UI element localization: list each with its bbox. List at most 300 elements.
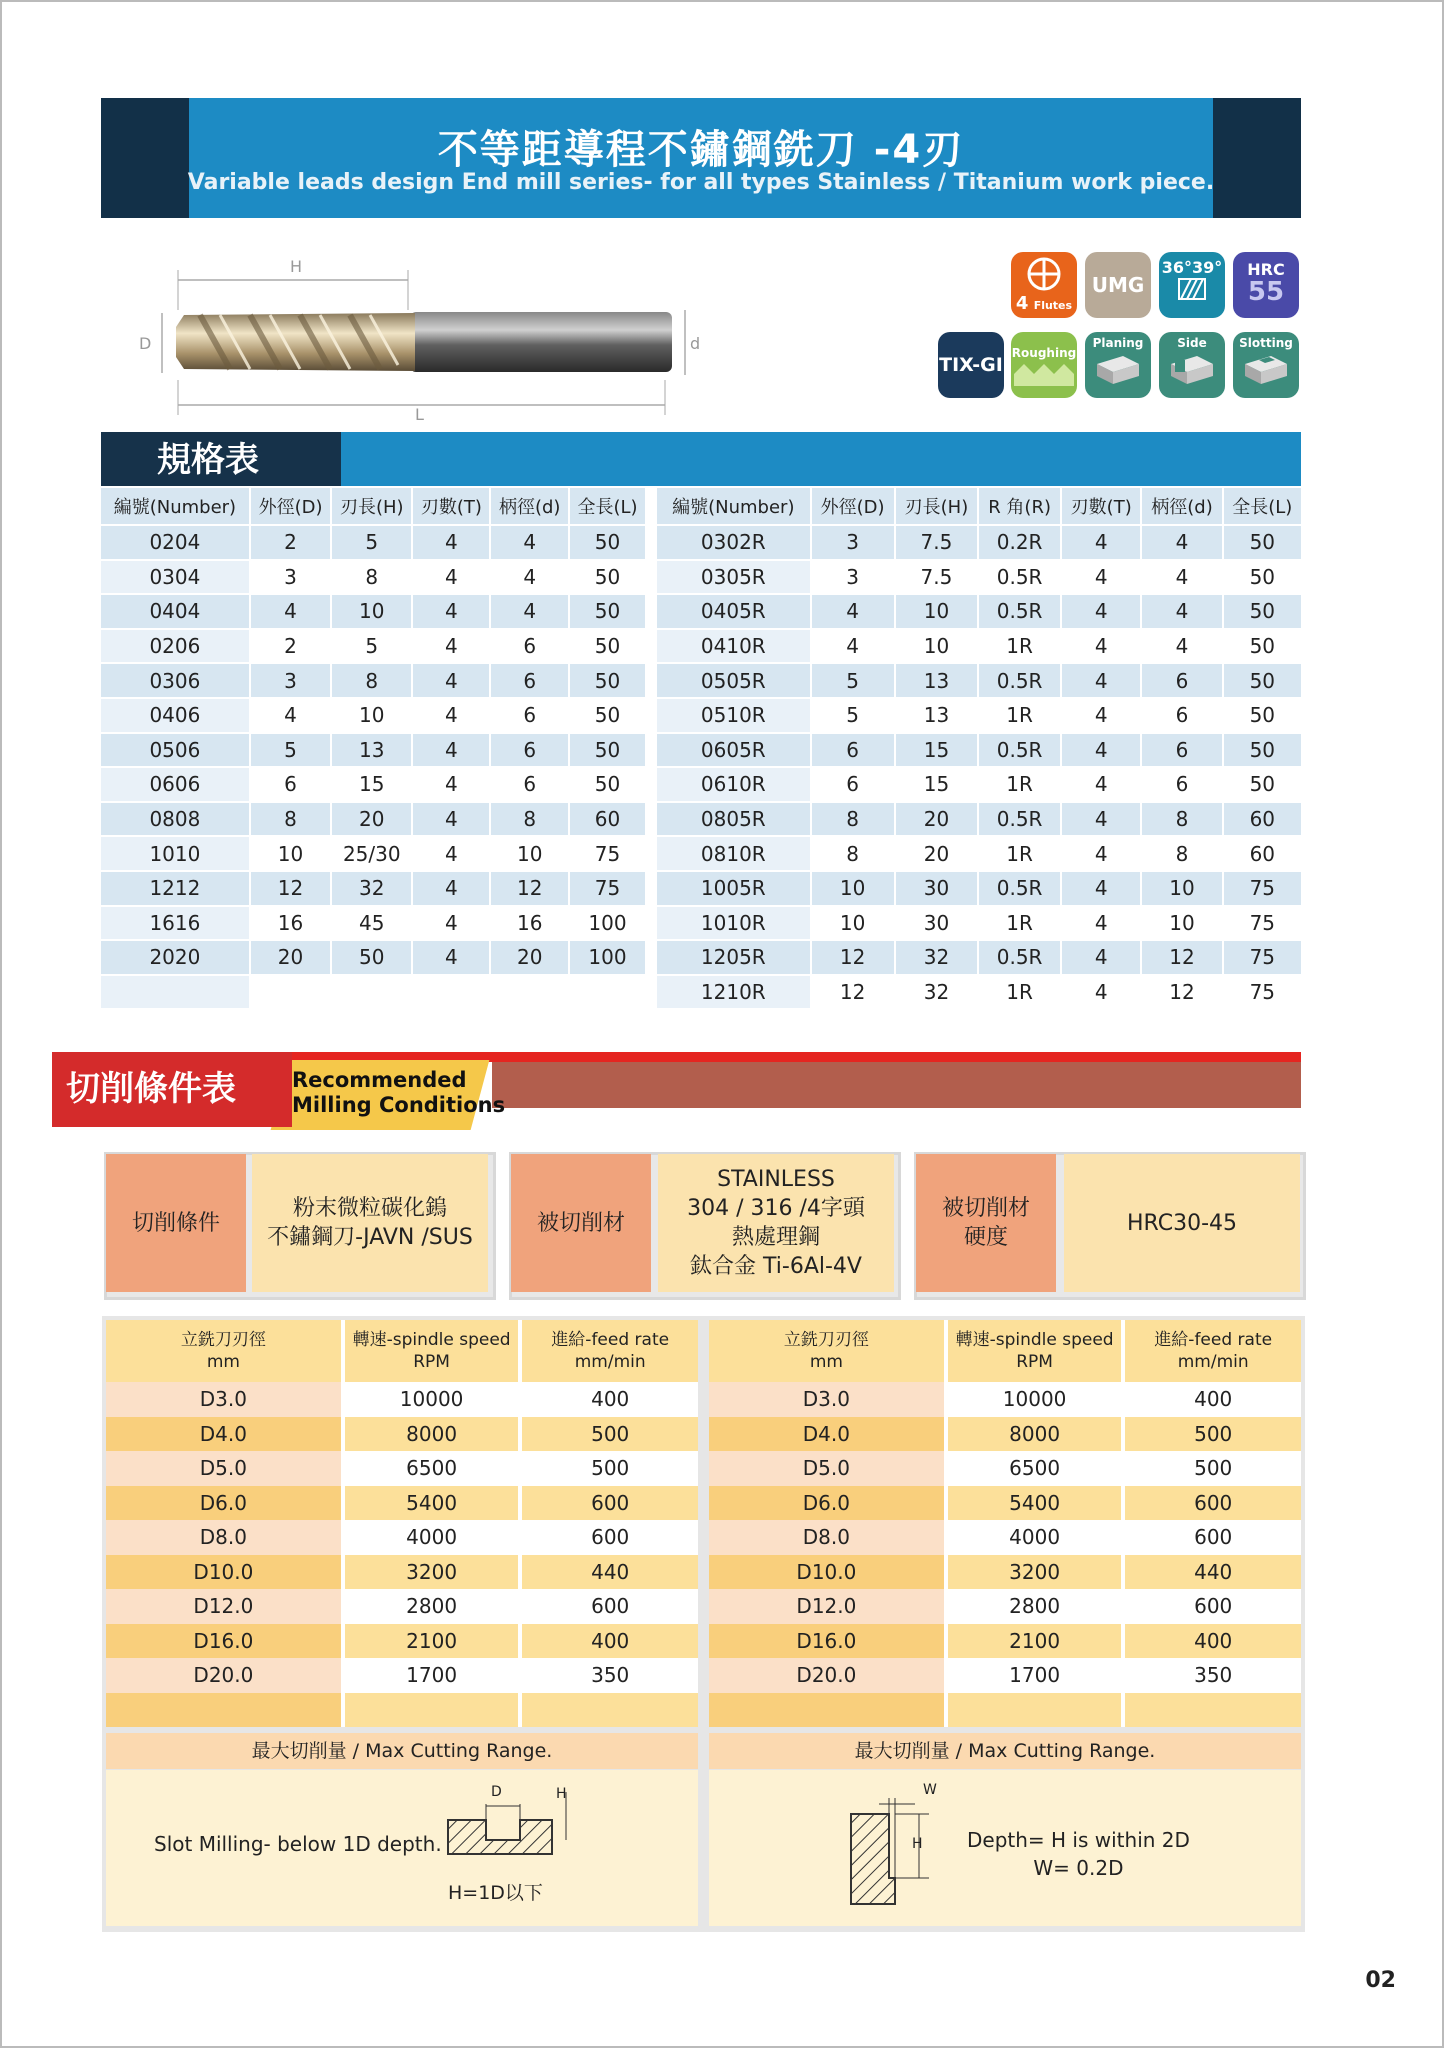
cutting-column-header [520, 1320, 698, 1382]
cutting-cell: D4.0 [106, 1417, 343, 1452]
spec-column-header: 編號(Number) [657, 488, 810, 524]
cutting-cell: D16.0 [709, 1624, 946, 1659]
spec-cell [332, 976, 411, 1009]
cutting-row [106, 1486, 698, 1521]
cutting-cell [520, 1693, 698, 1728]
spec-cell: 4 [1062, 872, 1141, 905]
spec-cell: 50 [1224, 768, 1301, 801]
slot-milling-diagram-box [106, 1770, 698, 1926]
spec-cell: 15 [332, 768, 411, 801]
spec-cell: 4 [1062, 595, 1141, 628]
cutting-header-line2: RPM [1016, 1352, 1053, 1372]
spec-cell: 75 [1224, 976, 1301, 1009]
spec-cell: 2020 [101, 941, 249, 974]
slot-milling-text: Slot Milling- below 1D depth. [154, 1832, 442, 1856]
material-value [658, 1154, 894, 1292]
spec-cell: 5 [332, 630, 411, 663]
spec-cell: 25/30 [332, 837, 411, 870]
spec-cell: 50 [570, 734, 645, 767]
spec-cell: 1R [979, 630, 1060, 663]
spec-cell: 50 [570, 664, 645, 697]
spec-cell: 20 [251, 941, 330, 974]
side-label: Side [1177, 336, 1207, 350]
spec-cell: 1010R [657, 907, 810, 940]
helix-text: 36°39° [1161, 258, 1223, 277]
cutting-row [106, 1382, 698, 1417]
dim-small-d-label: d [690, 334, 701, 353]
spec-cell: 10 [812, 872, 894, 905]
cutting-cell: 600 [1123, 1520, 1301, 1555]
cutting-row [709, 1520, 1301, 1555]
side-block-icon [1167, 350, 1217, 386]
cutting-cell: 3200 [343, 1555, 521, 1590]
cutting-table-left [106, 1320, 698, 1727]
spec-row [657, 976, 1301, 1009]
spec-cell: 75 [1224, 872, 1301, 905]
cutting-row [106, 1693, 698, 1728]
spec-cell: 0.5R [979, 595, 1060, 628]
cutting-header-line1: 進給-feed rate [1154, 1330, 1273, 1350]
spec-cell: 1010 [101, 837, 249, 870]
spec-row [657, 803, 1301, 836]
cutting-row [106, 1555, 698, 1590]
cutting-cell: 3200 [946, 1555, 1124, 1590]
spec-cell [101, 976, 249, 1009]
cutting-table-right [709, 1320, 1301, 1727]
spec-cell: 32 [896, 941, 978, 974]
spec-column-header: 刃長(H) [332, 488, 411, 524]
side-h-label: H [912, 1836, 923, 1852]
spec-cell: 4 [413, 630, 489, 663]
spec-column-header: 柄徑(d) [491, 488, 568, 524]
spec-cell: 75 [570, 872, 645, 905]
hardness-value: HRC30-45 [1064, 1154, 1300, 1292]
spec-row [101, 595, 645, 628]
spec-cell: 20 [491, 941, 568, 974]
spec-cell: 3 [812, 526, 894, 559]
spec-cell: 0206 [101, 630, 249, 663]
dim-h-label: H [290, 257, 303, 276]
spec-cell: 12 [812, 976, 894, 1009]
side-text-line1: Depth= H is within 2D [967, 1828, 1190, 1852]
spec-row [657, 699, 1301, 732]
spec-cell: 16 [251, 907, 330, 940]
spec-cell: 0204 [101, 526, 249, 559]
spec-cell: 2 [251, 526, 330, 559]
side-milling-text [967, 1826, 1190, 1882]
spec-cell: 4 [413, 595, 489, 628]
spec-cell: 32 [896, 976, 978, 1009]
slot-d-label: D [491, 1784, 502, 1800]
milling-badge-text [292, 1068, 505, 1118]
cutting-cell: 400 [1123, 1382, 1301, 1417]
spec-cell: 0302R [657, 526, 810, 559]
milling-header-bar [492, 1062, 1301, 1108]
cutting-row [709, 1417, 1301, 1452]
helix-lines-icon [1177, 277, 1207, 301]
spec-cell [491, 976, 568, 1009]
spec-cell: 6 [812, 768, 894, 801]
cutting-cell: 2800 [343, 1589, 521, 1624]
spec-cell: 50 [1224, 699, 1301, 732]
roughing-label: Roughing [1011, 346, 1077, 360]
spec-cell: 60 [570, 803, 645, 836]
spec-cell: 4 [1062, 941, 1141, 974]
cutting-cell: D16.0 [106, 1624, 343, 1659]
spec-cell: 20 [896, 803, 978, 836]
spec-column-header: R 角(R) [979, 488, 1060, 524]
cutting-row [709, 1451, 1301, 1486]
cutting-cell: 10000 [343, 1382, 521, 1417]
spec-cell: 1210R [657, 976, 810, 1009]
spec-cell: 4 [491, 526, 568, 559]
cutting-header-line1: 轉速-spindle speed [352, 1330, 511, 1350]
spec-cell: 75 [570, 837, 645, 870]
spec-cell [413, 976, 489, 1009]
spec-cell: 0805R [657, 803, 810, 836]
spec-cell: 3 [812, 561, 894, 594]
cutting-row [709, 1658, 1301, 1693]
spec-column-header: 全長(L) [1224, 488, 1301, 524]
cond-value-line2: 不鏽鋼刀-JAVN /SUS [267, 1225, 473, 1250]
cutting-row [709, 1486, 1301, 1521]
spec-cell: 4 [413, 664, 489, 697]
spec-cell: 3 [251, 561, 330, 594]
cutting-cell [343, 1693, 521, 1728]
spec-row [657, 768, 1301, 801]
spec-cell: 50 [1224, 526, 1301, 559]
spec-cell: 60 [1224, 837, 1301, 870]
spec-cell: 4 [1142, 630, 1221, 663]
spec-cell: 0405R [657, 595, 810, 628]
slot-milling-diagram [436, 1784, 576, 1864]
cutting-cell: 400 [520, 1624, 698, 1659]
cutting-column-header [1123, 1320, 1301, 1382]
spec-column-header: 刃長(H) [896, 488, 978, 524]
spec-cell: 10 [896, 595, 978, 628]
cutting-cell: 8000 [343, 1417, 521, 1452]
spec-cell: 30 [896, 907, 978, 940]
spec-cell: 8 [491, 803, 568, 836]
spec-table-left [99, 486, 647, 1010]
planing-block-icon [1093, 350, 1143, 386]
roughing-icon [1011, 332, 1077, 398]
spec-cell: 4 [413, 872, 489, 905]
spec-cell: 0.5R [979, 664, 1060, 697]
spec-cell: 10 [812, 907, 894, 940]
spec-cell: 0.2R [979, 526, 1060, 559]
material-line3: 熱處理鋼 [731, 1225, 820, 1250]
material-line1: STAINLESS [717, 1167, 835, 1192]
cutting-cell: 6500 [343, 1451, 521, 1486]
spec-cell: 0605R [657, 734, 810, 767]
spec-cell: 4 [413, 734, 489, 767]
spec-cell: 0.5R [979, 734, 1060, 767]
tix-coating-icon: TIX-GI [938, 332, 1004, 398]
spec-cell: 5 [251, 734, 330, 767]
spec-cell: 0510R [657, 699, 810, 732]
spec-cell: 0610R [657, 768, 810, 801]
spec-cell: 1R [979, 907, 1060, 940]
spec-cell: 1R [979, 837, 1060, 870]
spec-cell: 10 [332, 595, 411, 628]
cutting-row [709, 1555, 1301, 1590]
hardness-label [916, 1154, 1056, 1292]
spec-cell: 4 [413, 561, 489, 594]
spec-cell: 5 [332, 526, 411, 559]
milling-title: 切削條件表 [52, 1052, 292, 1127]
spec-cell: 12 [251, 872, 330, 905]
spec-cell: 50 [332, 941, 411, 974]
spec-cell: 5 [812, 664, 894, 697]
cutting-row [709, 1589, 1301, 1624]
spec-cell: 7.5 [896, 561, 978, 594]
spec-cell: 32 [332, 872, 411, 905]
cutting-cell: 8000 [946, 1417, 1124, 1452]
spec-cell: 8 [1142, 803, 1221, 836]
spec-row [657, 941, 1301, 974]
spec-row [101, 941, 645, 974]
spec-cell: 50 [1224, 664, 1301, 697]
spec-table-right [655, 486, 1303, 1010]
cutting-row [106, 1520, 698, 1555]
slot-h-label: H [556, 1786, 567, 1802]
cutting-cell: 600 [1123, 1486, 1301, 1521]
spec-cell: 0.5R [979, 872, 1060, 905]
spec-cell: 4 [812, 595, 894, 628]
spec-cell: 4 [413, 699, 489, 732]
spec-row [101, 803, 645, 836]
cutting-row [709, 1382, 1301, 1417]
spec-cell: 6 [1142, 664, 1221, 697]
material-line4: 鈦合金 Ti-6Al-4V [690, 1254, 862, 1279]
cutting-cell: 400 [520, 1382, 698, 1417]
spec-cell: 50 [570, 768, 645, 801]
milling-conditions-header [52, 1052, 1301, 1117]
cutting-cell: 5400 [946, 1486, 1124, 1521]
cutting-condition-label: 切削條件 [106, 1154, 246, 1292]
spec-cell: 0410R [657, 630, 810, 663]
cutting-cell: 2800 [946, 1589, 1124, 1624]
spec-cell: 1205R [657, 941, 810, 974]
spec-row [657, 837, 1301, 870]
spec-row [101, 907, 645, 940]
max-range-right: 最大切削量 / Max Cutting Range. [709, 1733, 1301, 1769]
spec-row [101, 664, 645, 697]
spec-cell: 12 [1142, 941, 1221, 974]
cutting-cell: 440 [520, 1555, 698, 1590]
spec-cell: 3 [251, 664, 330, 697]
spec-cell: 4 [1062, 976, 1141, 1009]
spec-row [101, 561, 645, 594]
cutting-cell [1123, 1693, 1301, 1728]
spec-row [101, 872, 645, 905]
cutting-cell: 440 [1123, 1555, 1301, 1590]
spec-cell: 50 [570, 595, 645, 628]
cutting-cell: D5.0 [106, 1451, 343, 1486]
milling-badge-line2: Milling Conditions [292, 1093, 506, 1117]
spec-cell: 75 [1224, 941, 1301, 974]
spec-cell [251, 976, 330, 1009]
spec-cell: 0404 [101, 595, 249, 628]
slotting-label: Slotting [1239, 336, 1293, 350]
spec-cell: 4 [413, 803, 489, 836]
cutting-cell: 600 [520, 1486, 698, 1521]
cutting-cell: 2100 [946, 1624, 1124, 1659]
cutting-row [709, 1693, 1301, 1728]
spec-cell: 2 [251, 630, 330, 663]
cutting-row [106, 1624, 698, 1659]
cutting-cell: 500 [1123, 1417, 1301, 1452]
spec-cell: 4 [413, 941, 489, 974]
cutting-cell: 4000 [946, 1520, 1124, 1555]
spec-cell: 45 [332, 907, 411, 940]
spec-cell: 0304 [101, 561, 249, 594]
spec-cell: 10 [1142, 872, 1221, 905]
spec-cell: 0406 [101, 699, 249, 732]
spec-cell: 4 [1062, 699, 1141, 732]
hrc-icon [1233, 252, 1299, 318]
spec-cell: 0808 [101, 803, 249, 836]
spec-cell: 50 [570, 630, 645, 663]
spec-cell: 1R [979, 699, 1060, 732]
spec-cell: 12 [491, 872, 568, 905]
dim-l-label: L [415, 405, 424, 424]
spec-cell: 12 [1142, 976, 1221, 1009]
milling-badge-line1: Recommended [292, 1068, 467, 1092]
cutting-header-line1: 轉速-spindle speed [955, 1330, 1114, 1350]
flutes-number: 4 [1015, 293, 1029, 314]
cutting-row [106, 1589, 698, 1624]
cutting-header-line2: mm [206, 1352, 240, 1372]
hrc-value: 55 [1247, 277, 1285, 307]
spec-row [657, 561, 1301, 594]
side-milling-diagram-box [709, 1770, 1301, 1926]
cutting-cell: 2100 [343, 1624, 521, 1659]
cutting-cell: D10.0 [106, 1555, 343, 1590]
cutting-cell: 500 [520, 1417, 698, 1452]
page-subtitle: Variable leads design End mill series- for all types Stainless / Titanium work piece. [187, 170, 1215, 195]
spec-cell: 4 [1142, 561, 1221, 594]
spec-cell: 12 [812, 941, 894, 974]
cutting-cell: D8.0 [106, 1520, 343, 1555]
spec-cell: 6 [491, 664, 568, 697]
page-number: 02 [1365, 1968, 1396, 1993]
material-label: 被切削材 [511, 1154, 651, 1292]
spec-cell: 8 [332, 664, 411, 697]
spec-row [657, 734, 1301, 767]
spec-column-header: 外徑(D) [251, 488, 330, 524]
cutting-row [106, 1417, 698, 1452]
spec-cell: 13 [896, 664, 978, 697]
spec-cell: 8 [1142, 837, 1221, 870]
spec-cell: 60 [1224, 803, 1301, 836]
cutting-cell: 600 [520, 1520, 698, 1555]
cutting-header-line1: 立銑刀刃徑 [180, 1330, 266, 1350]
planing-icon [1085, 332, 1151, 398]
spec-cell: 30 [896, 872, 978, 905]
spec-cell: 4 [1062, 907, 1141, 940]
cutting-header-line2: mm/min [1177, 1352, 1249, 1372]
spec-row [657, 872, 1301, 905]
slotting-block-icon [1241, 350, 1291, 386]
spec-cell: 4 [413, 837, 489, 870]
cutting-cell: 4000 [343, 1520, 521, 1555]
cutting-cell: D6.0 [106, 1486, 343, 1521]
spec-row [657, 630, 1301, 663]
cutting-cell: 500 [520, 1451, 698, 1486]
page-title: 不等距導程不鏽鋼銑刀 -4刃 [437, 127, 965, 173]
spec-row [101, 976, 645, 1009]
spec-cell: 10 [332, 699, 411, 732]
spec-cell: 15 [896, 768, 978, 801]
spec-cell: 4 [812, 630, 894, 663]
cutting-cell: D12.0 [106, 1589, 343, 1624]
hrc-label: HRC [1247, 260, 1285, 279]
cutting-row [106, 1451, 698, 1486]
spec-cell: 4 [1062, 664, 1141, 697]
spec-cell: 6 [491, 734, 568, 767]
cutting-cell: D5.0 [709, 1451, 946, 1486]
spec-cell: 50 [1224, 595, 1301, 628]
side-milling-icon [1159, 332, 1225, 398]
cutting-cell: D4.0 [709, 1417, 946, 1452]
spec-cell: 0306 [101, 664, 249, 697]
spec-cell: 8 [332, 561, 411, 594]
cutting-cell: 600 [520, 1589, 698, 1624]
spec-cell: 1R [979, 768, 1060, 801]
cutting-cell: D20.0 [106, 1658, 343, 1693]
cutting-cell: D8.0 [709, 1520, 946, 1555]
cutting-condition-value [252, 1154, 488, 1292]
spec-table-header [101, 432, 1301, 486]
spec-cell: 15 [896, 734, 978, 767]
spec-cell: 1212 [101, 872, 249, 905]
cutting-cell: D12.0 [709, 1589, 946, 1624]
spec-cell: 1005R [657, 872, 810, 905]
planing-label: Planing [1092, 336, 1144, 350]
spec-cell: 13 [896, 699, 978, 732]
spec-cell: 0.5R [979, 941, 1060, 974]
cutting-cell: 600 [1123, 1589, 1301, 1624]
spec-cell: 0.5R [979, 803, 1060, 836]
side-text-line2: W= 0.2D [1033, 1856, 1124, 1880]
spec-column-header: 柄徑(d) [1142, 488, 1221, 524]
cutting-column-header [106, 1320, 343, 1382]
spec-cell: 0505R [657, 664, 810, 697]
spec-cell: 8 [251, 803, 330, 836]
spec-cell: 5 [812, 699, 894, 732]
spec-cell: 0305R [657, 561, 810, 594]
spec-cell: 4 [1142, 526, 1221, 559]
spec-cell: 0.5R [979, 561, 1060, 594]
max-range-left: 最大切削量 / Max Cutting Range. [106, 1733, 698, 1769]
spec-cell: 4 [1142, 595, 1221, 628]
cutting-row [709, 1624, 1301, 1659]
cutting-cell: 400 [1123, 1624, 1301, 1659]
spec-cell: 0606 [101, 768, 249, 801]
dim-d-label: D [139, 334, 152, 353]
spec-cell: 20 [332, 803, 411, 836]
spec-column-header: 刃數(T) [1062, 488, 1141, 524]
spec-row [657, 664, 1301, 697]
spec-cell: 8 [812, 837, 894, 870]
spec-cell: 50 [570, 526, 645, 559]
cutting-cell: 1700 [946, 1658, 1124, 1693]
spec-cell: 6 [1142, 699, 1221, 732]
spec-cell: 6 [812, 734, 894, 767]
spec-row [657, 907, 1301, 940]
